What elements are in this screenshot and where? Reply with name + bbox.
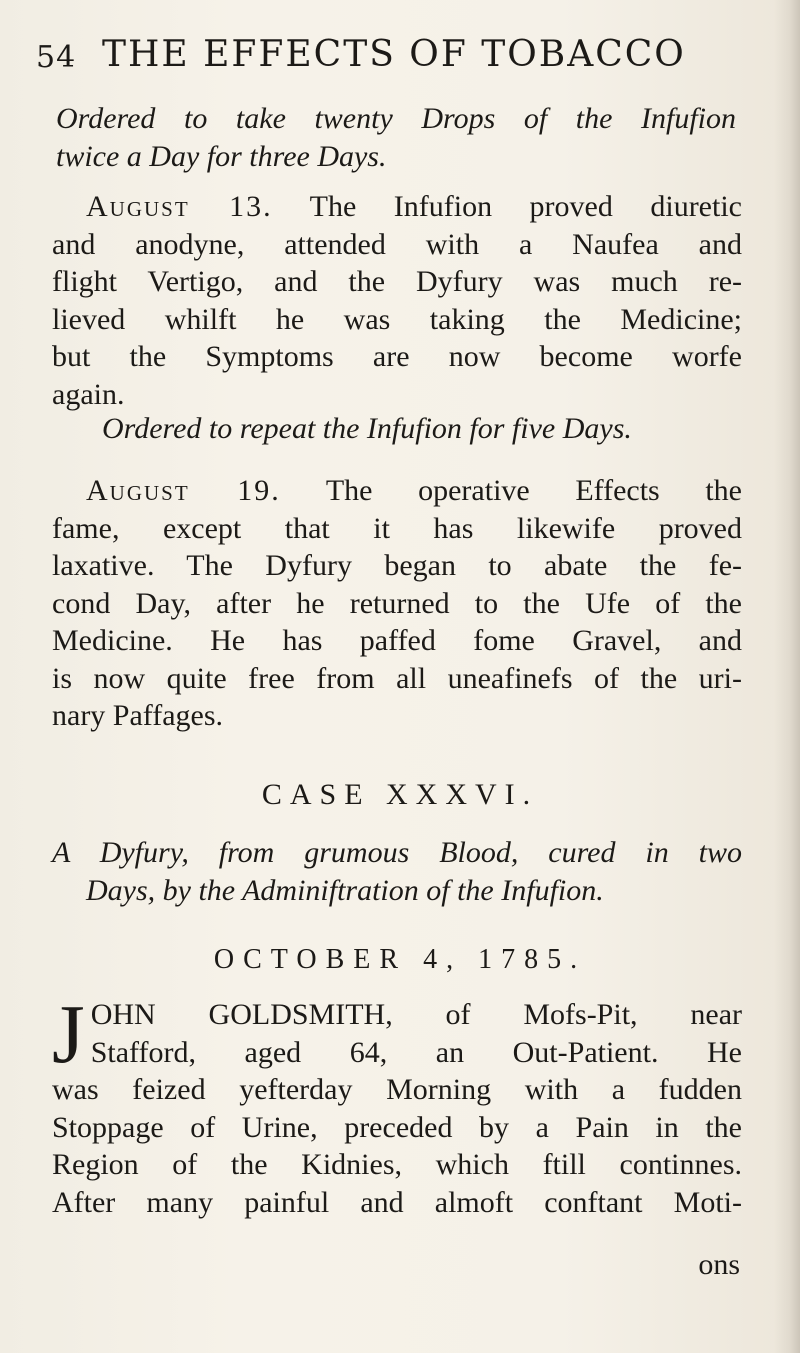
- case-heading: CASE XXXVI.: [261, 778, 539, 811]
- entry-13-line-3: flight Vertigo, and the Dyfury was much re-: [52, 265, 742, 298]
- entry-19-date: August 19.: [86, 474, 281, 507]
- order-paragraph-1: [56, 100, 736, 176]
- case-body-line-1: OHN GOLDSMITH, of Mofs-Pit, near: [90, 998, 742, 1031]
- entry-19-line-4: cond Day, after he returned to the Ufe of the: [52, 586, 742, 620]
- case-body-line-3: was feized yefterday Morning with a fudden: [52, 1073, 742, 1106]
- entry-13-date: August 13.: [86, 190, 273, 223]
- entry-13-text-1: The Infufion proved diuretic: [309, 190, 742, 223]
- catchword: ons: [698, 1248, 740, 1281]
- page-edge-shadow: [774, 0, 800, 1353]
- entry-19-text-1: The operative Effects the: [325, 474, 742, 507]
- order-1-line-1: Ordered to take twenty Drops of the Infufion: [56, 102, 736, 135]
- case-body-line-2: Stafford, aged 64, an Out-Patient. He: [90, 1035, 742, 1069]
- entry-august-13: [52, 188, 742, 413]
- entry-19-line-1: [52, 472, 742, 510]
- entry-13-line-1: [52, 188, 742, 226]
- case-body-line-5: Region of the Kidnies, which ftill continnes.: [52, 1148, 742, 1181]
- case-subtitle: [52, 834, 742, 910]
- order-1-line-2: twice a Day for three Days.: [56, 140, 387, 173]
- order-2-line-1: Ordered to repeat the Infufion for five Days.: [102, 412, 632, 445]
- entry-august-19: [52, 472, 742, 735]
- case-subtitle-line-1: A Dyfury, from grumous Blood, cured in two: [52, 836, 742, 869]
- entry-13-line-2: and anodyne, attended with a Naufea and: [52, 227, 742, 261]
- entry-19-line-6: is now quite free from all uneafinefs of the uri-: [52, 661, 742, 695]
- entry-19-line-7: nary Paffages.: [52, 699, 224, 732]
- entry-13-line-5: but the Symptoms are now become worfe: [52, 340, 742, 373]
- case-subtitle-line-2: Days, by the Adminiftration of the Infufion.: [86, 874, 604, 907]
- order-paragraph-2: [102, 410, 742, 448]
- page-header: [36, 28, 756, 88]
- case-body-line-4: Stoppage of Urine, preceded by a Pain in the: [52, 1110, 742, 1144]
- case-date: OCTOBER 4, 1785.: [213, 944, 587, 975]
- entry-19-line-3: laxative. The Dyfury began to abate the fe-: [52, 549, 742, 582]
- entry-19-line-2: fame, except that it has likewife proved: [52, 511, 742, 545]
- case-body-line-6: After many painful and almoft conftant Moti-: [52, 1185, 742, 1219]
- entry-13-line-4: lieved whilft he was taking the Medicine;: [52, 302, 742, 336]
- running-title: THE EFFECTS OF TOBACCO: [102, 34, 686, 75]
- case-body: [52, 988, 742, 1221]
- drop-cap: J: [52, 988, 85, 1081]
- page-number: 54: [36, 40, 77, 75]
- entry-19-line-5: Medicine. He has paffed fome Gravel, and: [52, 624, 742, 657]
- entry-13-line-6: again.: [52, 377, 125, 411]
